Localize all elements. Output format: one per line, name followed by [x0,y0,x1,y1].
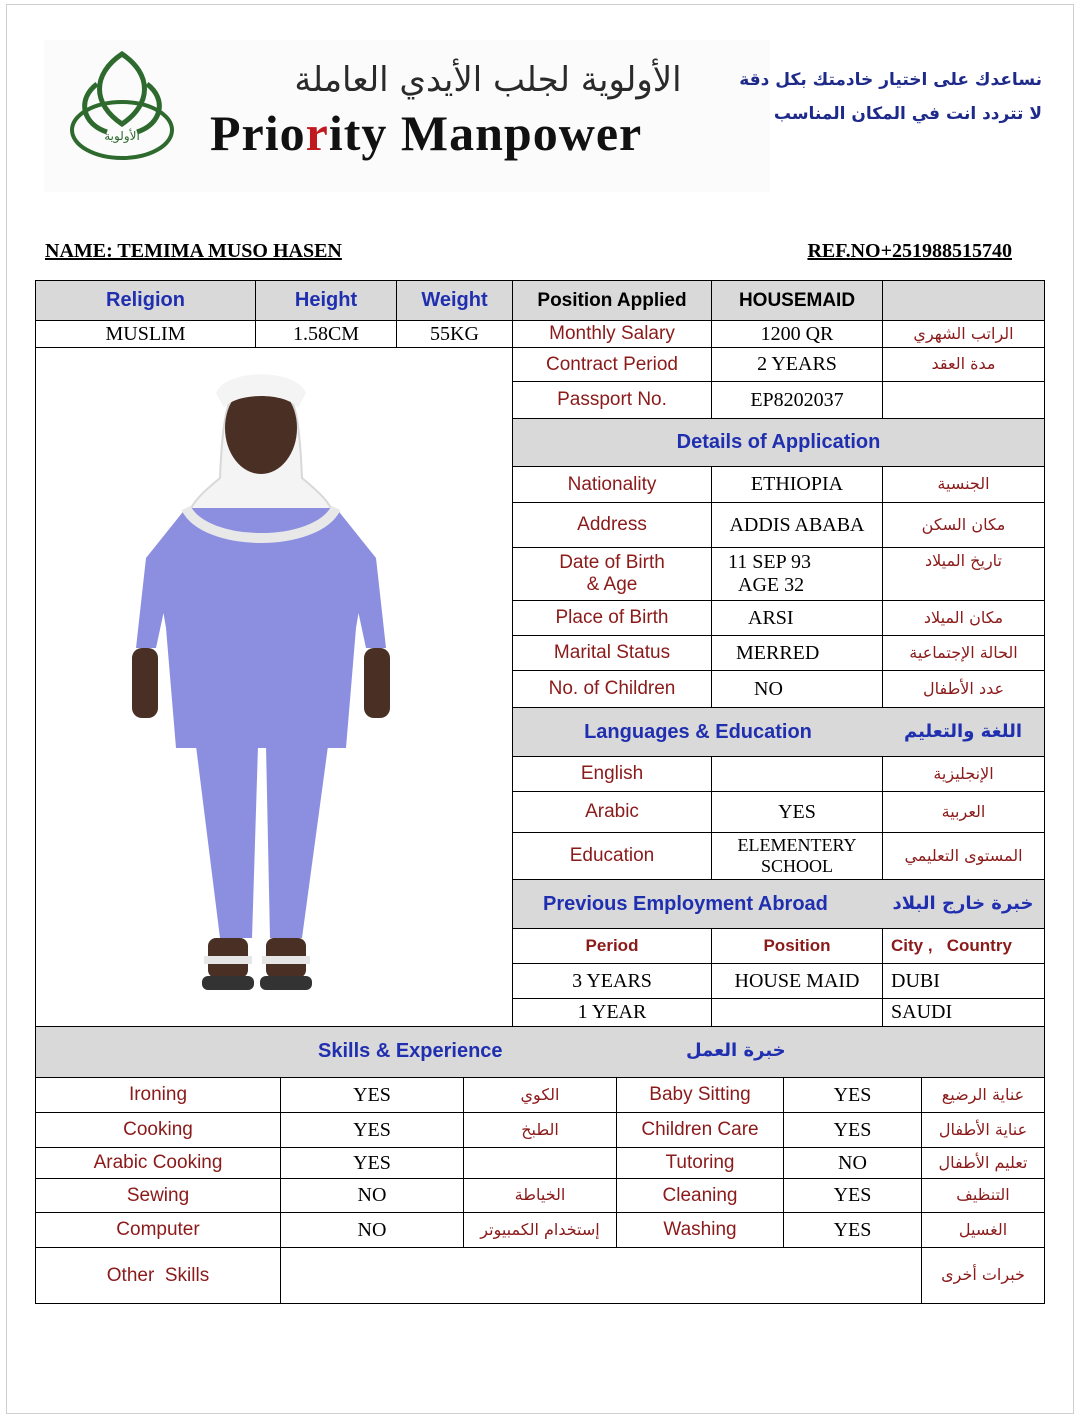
skill-cleaning-arabic: التنظيف [921,1178,1045,1213]
skill-tutoring-arabic: تعليم الأطفال [921,1147,1045,1179]
address-arabic: مكان السكن [882,502,1045,548]
passport-label: Passport No. [512,381,712,419]
skill-sewing-value: NO [280,1178,464,1213]
skill-arabic-cooking-arabic [463,1147,617,1179]
height-header: Height [255,280,397,321]
skill-tutoring-value: NO [783,1147,922,1179]
skill-sewing-label: Sewing [35,1178,281,1213]
employment-position: HOUSE MAID [711,963,883,999]
english-value [711,756,883,792]
english-arabic: الإنجليزية [882,756,1045,792]
skill-ironing-value: YES [280,1077,464,1113]
monthly-salary-value: 1200 QR [711,320,883,348]
height-value: 1.58CM [255,320,397,348]
skill-washing-label: Washing [616,1212,784,1248]
period-header: Period [512,928,712,964]
education-value [711,832,883,880]
employment-title: Previous Employment Abroad [512,879,883,929]
skill-washing-arabic: الغسيل [921,1212,1045,1248]
skill-baby-sitting-label: Baby Sitting [616,1077,784,1113]
brand-part: i [328,105,344,161]
position-applied-label: Position Applied [512,280,712,321]
skill-arabic-cooking-label: Arabic Cooking [35,1147,281,1179]
other-skills-arabic: خبرات أخرى [921,1247,1045,1304]
education-label: Education [512,832,712,880]
education-value-line: ELEMENTERY [737,835,857,856]
dob-value [711,547,883,601]
skill-cooking-arabic: الطبخ [463,1112,617,1148]
reference-number: REF.NO+251988515740 [807,240,1012,262]
details-title: Details of Application [512,418,1045,467]
priority-logo-icon [62,44,182,164]
skills-title-arabic: خبرة العمل [686,1040,786,1061]
place-of-birth-value: ARSI [711,600,883,636]
employment-position [711,998,883,1027]
skill-ironing-arabic: الكوي [463,1077,617,1113]
applicant-name: NAME: TEMIMA MUSO HASEN [45,240,342,262]
skill-cooking-label: Cooking [35,1112,281,1148]
contract-period-label: Contract Period [512,347,712,382]
employment-country: SAUDI [882,998,1045,1027]
skill-cleaning-label: Cleaning [616,1178,784,1213]
nationality-label: Nationality [512,466,712,503]
skill-arabic-cooking-value: YES [280,1147,464,1179]
marital-status-value: MERRED [711,635,883,671]
address-label: Address [512,502,712,548]
other-skills-label: Other Skills [35,1247,281,1304]
tagline-2: لا تتردد انت في المكان المناسب [773,104,1042,124]
skill-children-care-label: Children Care [616,1112,784,1148]
skills-title-bar [35,1026,1045,1078]
brand-arabic: الأولوية لجلب الأيدي العاملة [294,60,682,100]
skill-baby-sitting-value: YES [783,1077,922,1113]
dob-value-line: 11 SEP 93 [728,551,811,573]
passport-value: EP8202037 [711,381,883,419]
education-value-line: SCHOOL [760,856,833,876]
brand-part: r [305,105,329,161]
skill-tutoring-label: Tutoring [616,1147,784,1179]
languages-title-arabic: اللغة والتعليم [882,707,1045,757]
skills-title: Skills & Experience [318,1040,503,1062]
skill-children-care-arabic: عناية الأطفال [921,1112,1045,1148]
dob-label [512,547,712,601]
nationality-arabic: الجنسية [882,466,1045,503]
place-of-birth-label: Place of Birth [512,600,712,636]
children-value: NO [711,670,883,708]
weight-header: Weight [396,280,513,321]
employment-country: DUBI [882,963,1045,999]
skill-children-care-value: YES [783,1112,922,1148]
children-label: No. of Children [512,670,712,708]
contract-period-arabic: مدة العقد [882,347,1045,382]
weight-value: 55KG [396,320,513,348]
employment-period: 3 YEARS [512,963,712,999]
skill-cleaning-value: YES [783,1178,922,1213]
skill-computer-label: Computer [35,1212,281,1248]
arabic-arabic: العربية [882,791,1045,833]
skill-baby-sitting-arabic: عناية الرضيع [921,1077,1045,1113]
other-skills-value [280,1247,922,1304]
dob-label-line: Date of Birth [559,552,665,574]
arabic-label: Arabic [512,791,712,833]
address-value: ADDIS ABABA [711,502,883,548]
employment-period: 1 YEAR [512,998,712,1027]
skill-ironing-label: Ironing [35,1077,281,1113]
marital-status-arabic: الحالة الإجتماعية [882,635,1045,671]
empty-cell [882,381,1045,419]
position-applied-value: HOUSEMAID [711,280,883,321]
age-label-line: & Age [586,574,638,595]
monthly-salary-arabic: الراتب الشهري [882,320,1045,348]
brand-english [210,104,770,162]
place-of-birth-arabic: مكان الميلاد [882,600,1045,636]
dob-arabic: تاريخ الميلاد [882,547,1045,601]
english-label: English [512,756,712,792]
skill-computer-value: NO [280,1212,464,1248]
marital-status-label: Marital Status [512,635,712,671]
logo-text: الأولوية [104,129,140,143]
children-arabic: عدد الأطفال [882,670,1045,708]
skill-cooking-value: YES [280,1112,464,1148]
applicant-photo [36,348,512,1026]
skill-computer-arabic: إستخدام الكمبيوتر [463,1212,617,1248]
brand-part: ty Manpower [343,105,643,161]
monthly-salary-label: Monthly Salary [512,320,712,348]
education-arabic: المستوى التعليمي [882,832,1045,880]
empty-cell [882,280,1045,321]
skill-sewing-arabic: الخياطة [463,1178,617,1213]
employment-title-arabic: خبرة خارج البلاد [882,879,1045,929]
languages-title: Languages & Education [512,707,883,757]
age-value-line: AGE 32 [738,574,805,596]
tagline-1: نساعدك على اختيار خادمتك بكل دقة [739,70,1042,90]
religion-header: Religion [35,280,256,321]
arabic-value: YES [711,791,883,833]
religion-value: MUSLIM [35,320,256,348]
brand-part: Prio [210,105,306,161]
skill-washing-value: YES [783,1212,922,1248]
position-header: Position [711,928,883,964]
city-country-header: City , Country [882,928,1045,964]
contract-period-value: 2 YEARS [711,347,883,382]
nationality-value: ETHIOPIA [711,466,883,503]
